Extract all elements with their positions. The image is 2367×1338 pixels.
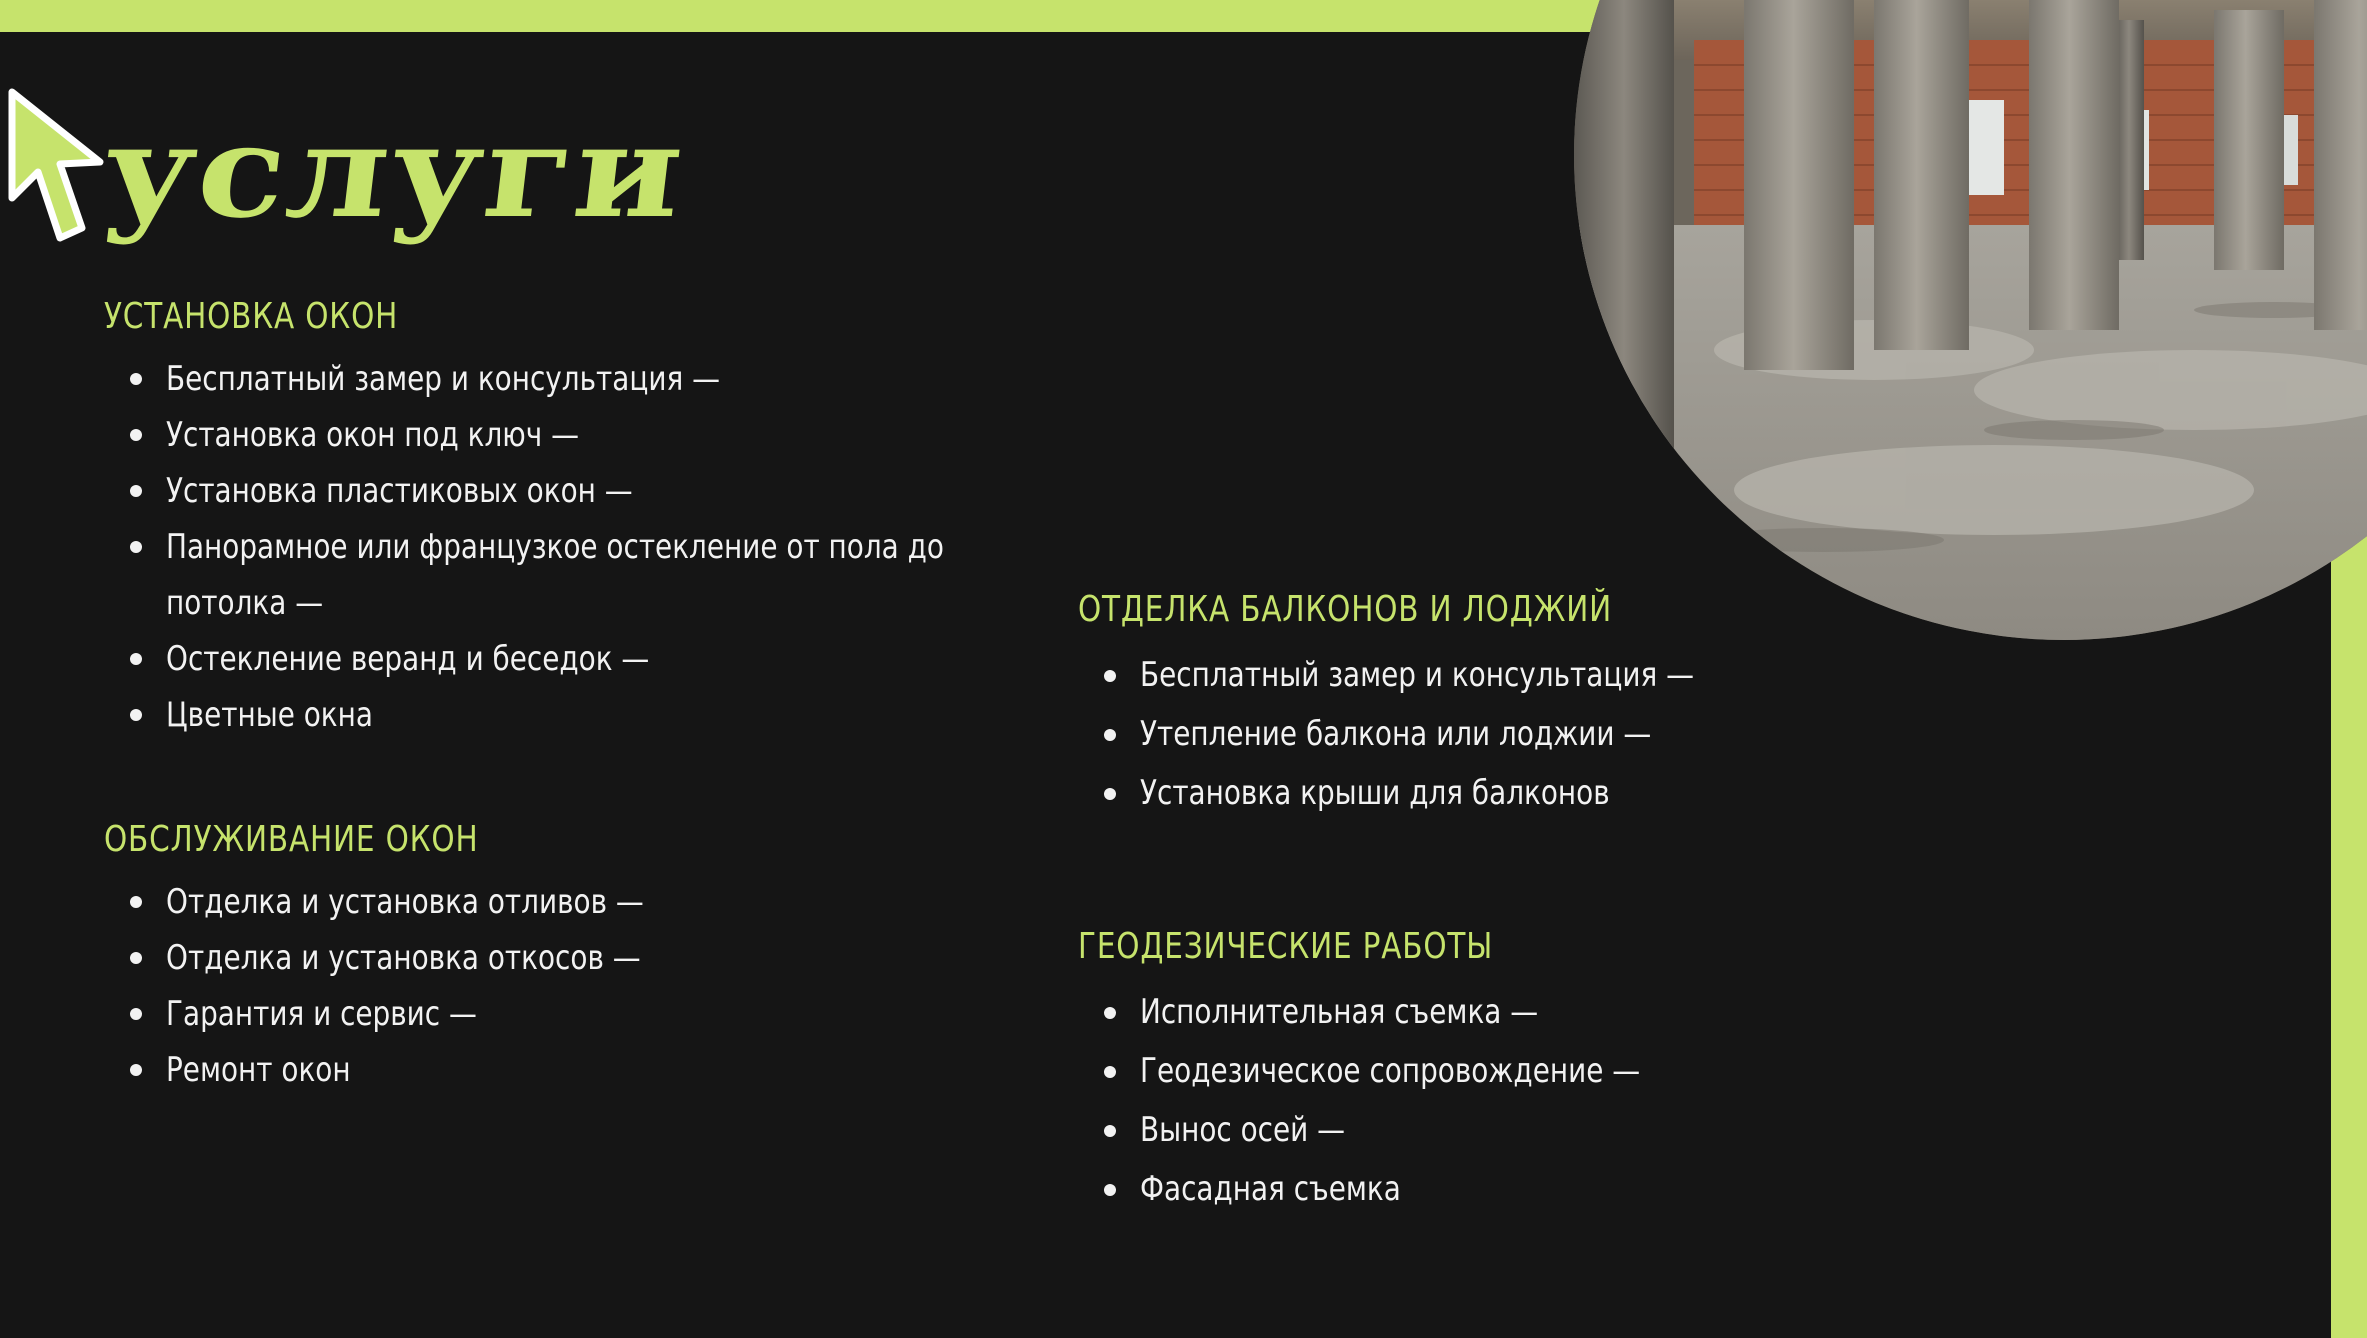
cursor-arrow-icon xyxy=(8,88,108,243)
list-item: Утепление балкона или лоджии — xyxy=(1078,705,1816,764)
services-list xyxy=(104,874,749,1098)
list-item: Цветные окна xyxy=(104,687,1115,743)
list-item: Бесплатный замер и консультация — xyxy=(1078,646,1816,705)
section-window-installation xyxy=(104,296,1115,743)
list-item: Ремонт окон xyxy=(104,1042,749,1098)
list-item: Отделка и установка откосов — xyxy=(104,930,749,986)
section-heading: УСТАНОВКА ОКОН xyxy=(104,296,399,337)
section-heading: ГЕОДЕЗИЧЕСКИЕ РАБОТЫ xyxy=(1078,926,1494,967)
list-item: Вынос осей — xyxy=(1078,1101,1750,1160)
section-balcony-finishing xyxy=(1078,589,1816,823)
list-item: Установка крыши для балконов xyxy=(1078,764,1816,823)
list-item: Фасадная съемка xyxy=(1078,1160,1750,1219)
top-accent-bar xyxy=(0,0,1658,32)
construction-photo xyxy=(1574,0,2367,640)
list-item: Панорамное или французкое остекление от пола до потолка — xyxy=(104,519,1115,631)
list-item: Геодезическое сопровождение — xyxy=(1078,1042,1750,1101)
services-list xyxy=(1078,646,1816,823)
section-heading: ОТДЕЛКА БАЛКОНОВ И ЛОДЖИЙ xyxy=(1078,589,1613,630)
section-heading: ОБСЛУЖИВАНИЕ ОКОН xyxy=(104,819,479,860)
services-list xyxy=(1078,983,1750,1219)
list-item: Отделка и установка отливов — xyxy=(104,874,749,930)
list-item: Исполнительная съемка — xyxy=(1078,983,1750,1042)
list-item: Остекление веранд и беседок — xyxy=(104,631,1115,687)
section-window-maintenance xyxy=(104,819,749,1098)
right-accent-bar xyxy=(2331,490,2367,1338)
services-list xyxy=(104,351,1115,743)
section-geodetic-works xyxy=(1078,926,1750,1219)
list-item: Установка окон под ключ — xyxy=(104,407,1115,463)
list-item: Установка пластиковых окон — xyxy=(104,463,1115,519)
list-item: Гарантия и сервис — xyxy=(104,986,749,1042)
page-title: услуги xyxy=(95,97,693,247)
list-item: Бесплатный замер и консультация — xyxy=(104,351,1115,407)
